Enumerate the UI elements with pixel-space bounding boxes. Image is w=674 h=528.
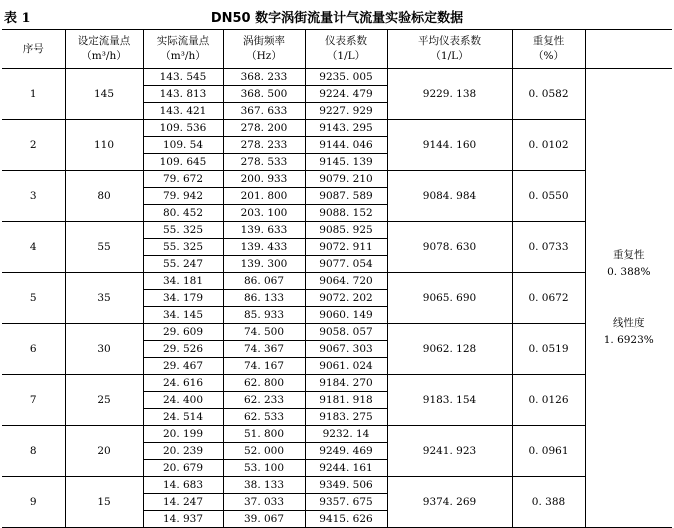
average-meter-factor: 9078. 630 (387, 222, 512, 273)
column-header-line2: （m³/h） (160, 50, 206, 62)
actual-flow-value: 14. 683 (143, 477, 223, 494)
table-title: DN50 数字涡街流量计气流量实验标定数据 (210, 11, 464, 26)
actual-flow-value: 29. 609 (143, 324, 223, 341)
column-header (305, 30, 387, 69)
meter-factor-value: 9060. 149 (305, 307, 387, 324)
meter-factor-value: 9184. 270 (305, 375, 387, 392)
vortex-frequency-value: 367. 633 (223, 103, 305, 120)
column-header-line1: 设定流量点 (77, 35, 131, 47)
summary-linearity-label: 线性度 (613, 317, 645, 329)
average-meter-factor: 9229. 138 (387, 69, 512, 120)
actual-flow-value: 24. 514 (143, 409, 223, 426)
meter-factor-value: 9064. 720 (305, 273, 387, 290)
repeatability-value: 0. 0733 (512, 222, 585, 273)
summary-repeatability-value: 0. 388% (607, 266, 651, 278)
actual-flow-value: 20. 239 (143, 443, 223, 460)
average-meter-factor: 9084. 984 (387, 171, 512, 222)
meter-factor-value: 9183. 275 (305, 409, 387, 426)
vortex-frequency-value: 62. 800 (223, 375, 305, 392)
meter-factor-value: 9181. 918 (305, 392, 387, 409)
actual-flow-value: 55. 247 (143, 256, 223, 273)
row-number: 2 (2, 120, 65, 171)
vortex-frequency-value: 85. 933 (223, 307, 305, 324)
actual-flow-value: 143. 545 (143, 69, 223, 86)
set-flow-point: 35 (65, 273, 143, 324)
average-meter-factor: 9183. 154 (387, 375, 512, 426)
vortex-frequency-value: 368. 233 (223, 69, 305, 86)
column-header (387, 30, 512, 69)
vortex-frequency-value: 368. 500 (223, 86, 305, 103)
column-header (65, 30, 143, 69)
column-header (512, 30, 585, 69)
average-meter-factor: 9374. 269 (387, 477, 512, 528)
vortex-frequency-value: 37. 033 (223, 494, 305, 511)
column-header-line2: （Hz） (246, 50, 282, 62)
meter-factor-value: 9061. 024 (305, 358, 387, 375)
column-header (143, 30, 223, 69)
vortex-frequency-value: 74. 500 (223, 324, 305, 341)
repeatability-value: 0. 0102 (512, 120, 585, 171)
vortex-frequency-value: 203. 100 (223, 205, 305, 222)
meter-factor-value: 9067. 303 (305, 341, 387, 358)
vortex-frequency-value: 86. 133 (223, 290, 305, 307)
actual-flow-value: 29. 467 (143, 358, 223, 375)
table-row (2, 324, 672, 341)
actual-flow-value: 20. 679 (143, 460, 223, 477)
table-row (2, 222, 672, 239)
actual-flow-value: 80. 452 (143, 205, 223, 222)
summary-repeatability-label: 重复性 (613, 249, 645, 261)
actual-flow-value: 109. 645 (143, 154, 223, 171)
set-flow-point: 20 (65, 426, 143, 477)
vortex-frequency-value: 278. 233 (223, 137, 305, 154)
set-flow-point: 80 (65, 171, 143, 222)
vortex-frequency-value: 62. 533 (223, 409, 305, 426)
vortex-frequency-value: 86. 067 (223, 273, 305, 290)
table-row (2, 477, 672, 494)
meter-factor-value: 9079. 210 (305, 171, 387, 188)
vortex-frequency-value: 201. 800 (223, 188, 305, 205)
actual-flow-value: 34. 145 (143, 307, 223, 324)
column-header-line1: 平均仪表系数 (418, 35, 481, 47)
table-row (2, 69, 672, 86)
summary-cell (585, 69, 672, 528)
set-flow-point: 145 (65, 69, 143, 120)
actual-flow-value: 55. 325 (143, 222, 223, 239)
average-meter-factor: 9241. 923 (387, 426, 512, 477)
average-meter-factor: 9065. 690 (387, 273, 512, 324)
table-row (2, 375, 672, 392)
average-meter-factor: 9144. 160 (387, 120, 512, 171)
actual-flow-value: 79. 942 (143, 188, 223, 205)
actual-flow-value: 24. 616 (143, 375, 223, 392)
repeatability-value: 0. 0961 (512, 426, 585, 477)
actual-flow-value: 55. 325 (143, 239, 223, 256)
row-number: 6 (2, 324, 65, 375)
table-label: 表 1 (4, 11, 31, 26)
table-row (2, 273, 672, 290)
repeatability-value: 0. 0672 (512, 273, 585, 324)
actual-flow-value: 79. 672 (143, 171, 223, 188)
actual-flow-value: 34. 179 (143, 290, 223, 307)
vortex-frequency-value: 53. 100 (223, 460, 305, 477)
row-number: 3 (2, 171, 65, 222)
vortex-frequency-value: 39. 067 (223, 511, 305, 528)
meter-factor-value: 9088. 152 (305, 205, 387, 222)
column-header-line2: （1/L） (326, 50, 366, 62)
vortex-frequency-value: 139. 433 (223, 239, 305, 256)
row-number: 7 (2, 375, 65, 426)
table-row (2, 120, 672, 137)
actual-flow-value: 24. 400 (143, 392, 223, 409)
set-flow-point: 110 (65, 120, 143, 171)
table-row (2, 171, 672, 188)
calibration-table (2, 29, 672, 528)
vortex-frequency-value: 74. 167 (223, 358, 305, 375)
meter-factor-value: 9143. 295 (305, 120, 387, 137)
column-header-line1: 重复性 (532, 35, 565, 47)
vortex-frequency-value: 52. 000 (223, 443, 305, 460)
actual-flow-value: 109. 54 (143, 137, 223, 154)
repeatability-value: 0. 0519 (512, 324, 585, 375)
row-number: 1 (2, 69, 65, 120)
repeatability-value: 0. 0550 (512, 171, 585, 222)
meter-factor-value: 9224. 479 (305, 86, 387, 103)
set-flow-point: 25 (65, 375, 143, 426)
meter-factor-value: 9072. 202 (305, 290, 387, 307)
column-header (223, 30, 305, 69)
actual-flow-value: 143. 813 (143, 86, 223, 103)
column-header-line2: （m³/h） (81, 50, 127, 62)
actual-flow-value: 14. 937 (143, 511, 223, 528)
row-number: 4 (2, 222, 65, 273)
vortex-frequency-value: 51. 800 (223, 426, 305, 443)
column-header-line1: 序号 (22, 42, 44, 55)
meter-factor-value: 9087. 589 (305, 188, 387, 205)
meter-factor-value: 9085. 925 (305, 222, 387, 239)
meter-factor-value: 9058. 057 (305, 324, 387, 341)
row-number: 9 (2, 477, 65, 528)
header-row (2, 30, 672, 69)
repeatability-value: 0. 0582 (512, 69, 585, 120)
vortex-frequency-value: 62. 233 (223, 392, 305, 409)
row-number: 8 (2, 426, 65, 477)
vortex-frequency-value: 278. 533 (223, 154, 305, 171)
meter-factor-value: 9235. 005 (305, 69, 387, 86)
meter-factor-value: 9349. 506 (305, 477, 387, 494)
column-header-line2: （1/L） (430, 50, 469, 62)
column-header-line1: 实际流量点 (156, 35, 210, 47)
actual-flow-value: 14. 247 (143, 494, 223, 511)
vortex-frequency-value: 139. 300 (223, 256, 305, 273)
vortex-frequency-value: 139. 633 (223, 222, 305, 239)
vortex-frequency-value: 38. 133 (223, 477, 305, 494)
meter-factor-value: 9145. 139 (305, 154, 387, 171)
vortex-frequency-value: 74. 367 (223, 341, 305, 358)
meter-factor-value: 9244. 161 (305, 460, 387, 477)
summary-linearity-value: 1. 6923% (603, 334, 654, 346)
row-number: 5 (2, 273, 65, 324)
average-meter-factor: 9062. 128 (387, 324, 512, 375)
actual-flow-value: 109. 536 (143, 120, 223, 137)
meter-factor-value: 9415. 626 (305, 511, 387, 528)
column-header-line2: （%） (533, 50, 564, 62)
table-caption (0, 0, 674, 30)
meter-factor-value: 9232. 14 (305, 426, 387, 443)
meter-factor-value: 9357. 675 (305, 494, 387, 511)
meter-factor-value: 9077. 054 (305, 256, 387, 273)
meter-factor-value: 9227. 929 (305, 103, 387, 120)
vortex-frequency-value: 278. 200 (223, 120, 305, 137)
set-flow-point: 55 (65, 222, 143, 273)
column-header (585, 30, 672, 69)
set-flow-point: 15 (65, 477, 143, 528)
set-flow-point: 30 (65, 324, 143, 375)
vortex-frequency-value: 200. 933 (223, 171, 305, 188)
meter-factor-value: 9249. 469 (305, 443, 387, 460)
column-header-line1: 仪表系数 (325, 35, 367, 47)
column-header-line1: 涡街频率 (243, 35, 285, 47)
actual-flow-value: 29. 526 (143, 341, 223, 358)
meter-factor-value: 9144. 046 (305, 137, 387, 154)
actual-flow-value: 143. 421 (143, 103, 223, 120)
table-row (2, 426, 672, 443)
repeatability-value: 0. 388 (512, 477, 585, 528)
column-header (2, 30, 65, 69)
meter-factor-value: 9072. 911 (305, 239, 387, 256)
repeatability-value: 0. 0126 (512, 375, 585, 426)
actual-flow-value: 20. 199 (143, 426, 223, 443)
actual-flow-value: 34. 181 (143, 273, 223, 290)
